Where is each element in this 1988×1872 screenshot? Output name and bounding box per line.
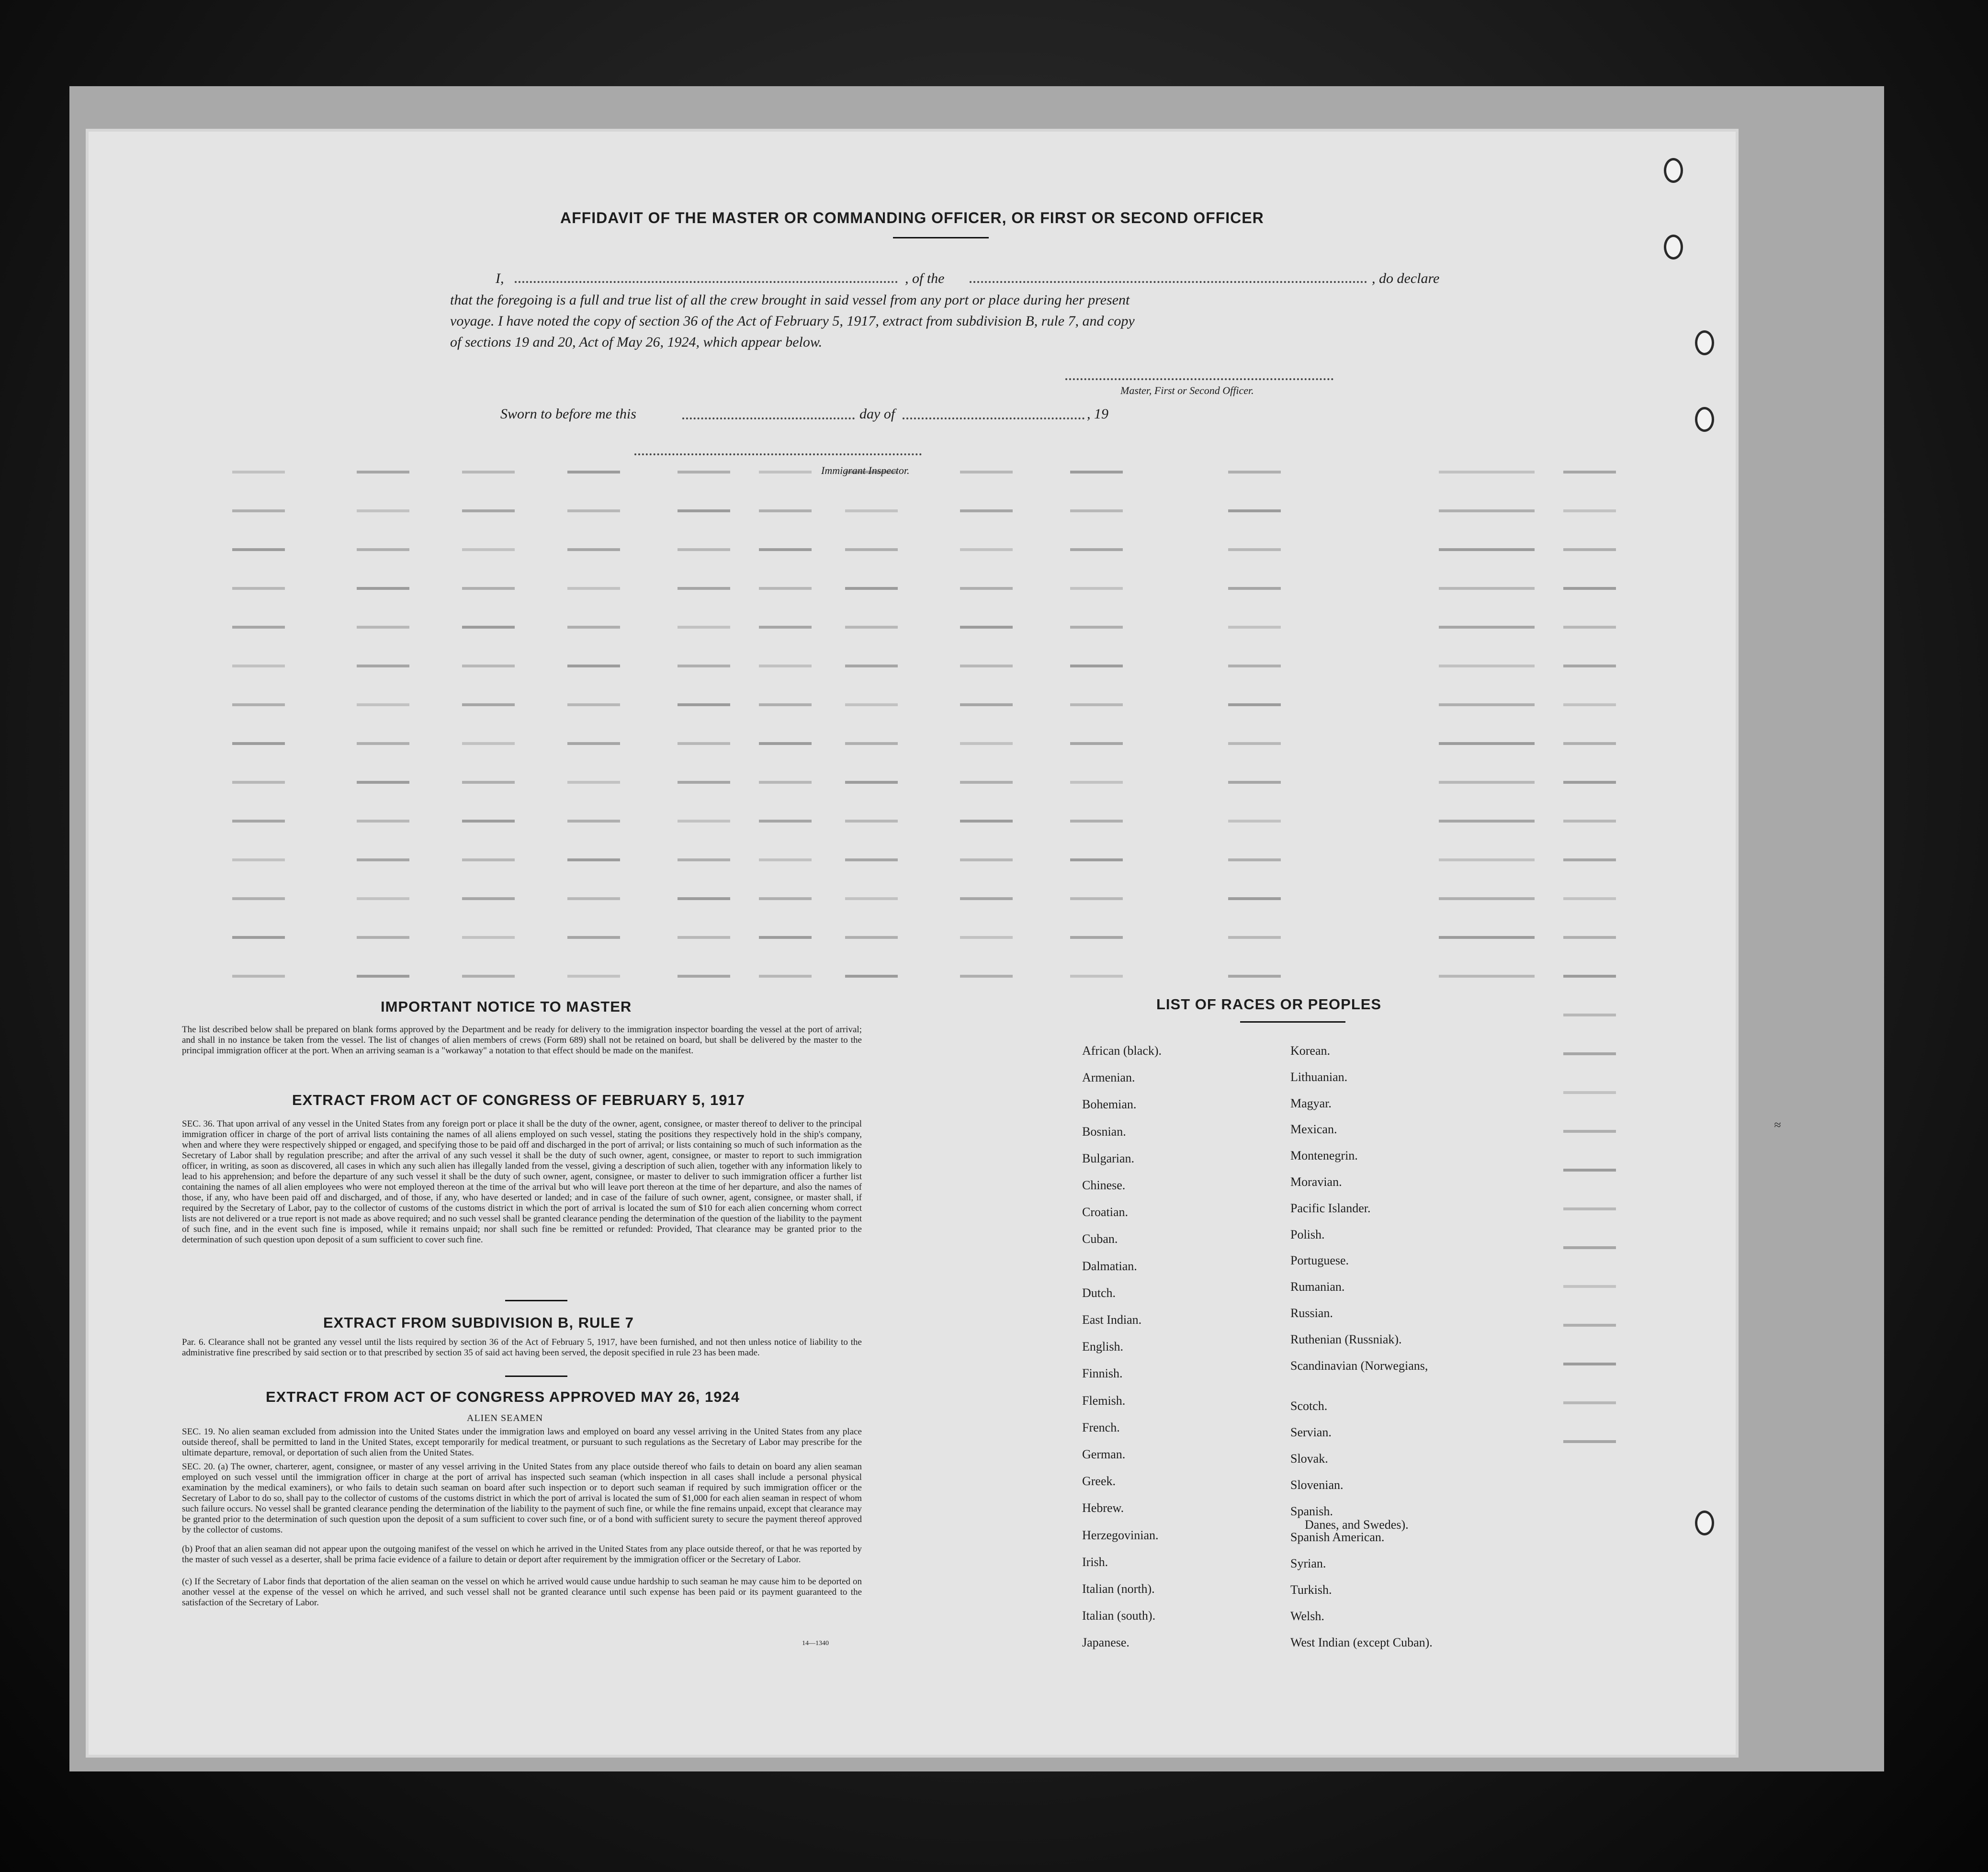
race-item: Herzegovinian. bbox=[1082, 1528, 1159, 1542]
bleed-through-mark bbox=[1563, 811, 1616, 823]
bleed-through-mark bbox=[357, 501, 409, 512]
race-item: Moravian. bbox=[1290, 1175, 1342, 1189]
bleed-through-mark bbox=[845, 772, 898, 784]
race-item: Scandinavian (Norwegians, bbox=[1290, 1358, 1428, 1373]
race-item: Montenegrin. bbox=[1290, 1149, 1358, 1163]
bleed-through-mark bbox=[357, 540, 409, 551]
race-item: Syrian. bbox=[1290, 1556, 1326, 1571]
race-item: Spanish. bbox=[1290, 1504, 1333, 1518]
bleed-through-mark bbox=[567, 578, 620, 590]
bleed-through-mark bbox=[759, 850, 812, 861]
bleed-through-mark bbox=[462, 656, 515, 667]
bleed-through-mark bbox=[1439, 889, 1535, 900]
bleed-through-mark bbox=[845, 889, 898, 900]
race-item: Ruthenian (Russniak). bbox=[1290, 1332, 1402, 1346]
bleed-through-mark bbox=[1070, 927, 1123, 939]
bleed-through-mark bbox=[357, 811, 409, 823]
bleed-through-mark bbox=[1563, 617, 1616, 629]
bleed-through-mark bbox=[567, 462, 620, 474]
bleed-through-mark bbox=[1439, 540, 1535, 551]
bleed-through-mark bbox=[232, 578, 285, 590]
race-item: English. bbox=[1082, 1340, 1123, 1354]
bleed-through-mark bbox=[1228, 850, 1281, 861]
divider bbox=[1240, 1021, 1345, 1023]
bleed-through-mark bbox=[1439, 617, 1535, 629]
race-item: Chinese. bbox=[1082, 1178, 1126, 1192]
race-item: Greek. bbox=[1082, 1474, 1116, 1489]
bleed-through-mark bbox=[1439, 811, 1535, 823]
bleed-through-mark bbox=[357, 889, 409, 900]
bleed-through-mark bbox=[232, 889, 285, 900]
affidavit-title: AFFIDAVIT OF THE MASTER OR COMMANDING OFFICER, OR FIRST OR SECOND OFFICER bbox=[560, 209, 1264, 226]
race-scandinavian-continued: Danes, and Swedes). bbox=[1305, 1518, 1409, 1532]
bleed-through-mark bbox=[357, 772, 409, 784]
bleed-through-mark bbox=[1070, 772, 1123, 784]
bleed-through-mark bbox=[462, 733, 515, 745]
affidavit-line2: that the foregoing is a full and true list of all the crew brought in said vessel from any port or place during her present bbox=[450, 292, 1130, 308]
bleed-through-mark bbox=[845, 811, 898, 823]
bleed-through-mark bbox=[357, 617, 409, 629]
bleed-through-mark bbox=[960, 772, 1013, 784]
bleed-through-mark bbox=[567, 656, 620, 667]
race-item: Polish. bbox=[1290, 1227, 1325, 1241]
race-item: Irish. bbox=[1082, 1555, 1108, 1569]
extract-1917-title: EXTRACT FROM ACT OF CONGRESS OF FEBRUARY 5, 1917 bbox=[292, 1092, 745, 1108]
race-item: Scotch. bbox=[1290, 1399, 1328, 1413]
bleed-through-mark bbox=[678, 889, 730, 900]
bleed-through-mark bbox=[232, 617, 285, 629]
race-item: Japanese. bbox=[1082, 1635, 1130, 1650]
bleed-through-mark bbox=[678, 578, 730, 590]
bleed-through-mark bbox=[845, 850, 898, 861]
bleed-through-mark bbox=[845, 733, 898, 745]
bleed-through-mark bbox=[759, 501, 812, 512]
bleed-through-mark bbox=[462, 927, 515, 939]
margin-scribble: ≈ bbox=[1774, 1118, 1781, 1132]
bleed-through-mark bbox=[567, 811, 620, 823]
bleed-through-mark bbox=[1070, 462, 1123, 474]
bleed-through-mark bbox=[678, 617, 730, 629]
bleed-through-mark bbox=[1563, 501, 1616, 512]
bleed-through-mark bbox=[960, 966, 1013, 978]
sworn-day-blank[interactable] bbox=[682, 417, 855, 419]
punch-hole bbox=[1695, 1511, 1714, 1535]
bleed-through-mark bbox=[1563, 578, 1616, 590]
bleed-through-mark bbox=[357, 578, 409, 590]
bleed-through-mark bbox=[759, 617, 812, 629]
bleed-through-mark bbox=[1563, 1121, 1616, 1133]
bleed-through-mark bbox=[567, 695, 620, 706]
bleed-through-mark bbox=[567, 927, 620, 939]
sworn-month-blank[interactable] bbox=[903, 417, 1084, 419]
bleed-through-mark bbox=[678, 462, 730, 474]
race-item: Bulgarian. bbox=[1082, 1151, 1135, 1165]
bleed-through-mark bbox=[462, 850, 515, 861]
race-item: Lithuanian. bbox=[1290, 1070, 1348, 1084]
bleed-through-mark bbox=[462, 501, 515, 512]
bleed-through-mark bbox=[1439, 462, 1535, 474]
affidavit-i: I, bbox=[496, 271, 504, 286]
bleed-through-mark bbox=[759, 578, 812, 590]
bleed-through-mark bbox=[1070, 656, 1123, 667]
bleed-through-mark bbox=[960, 462, 1013, 474]
bleed-through-mark bbox=[845, 695, 898, 706]
bleed-through-mark bbox=[357, 966, 409, 978]
bleed-through-mark bbox=[232, 733, 285, 745]
bleed-through-mark bbox=[1563, 1432, 1616, 1443]
race-item: Portuguese. bbox=[1290, 1253, 1349, 1268]
master-signature-line[interactable] bbox=[1065, 378, 1333, 380]
bleed-through-mark bbox=[567, 540, 620, 551]
race-item: Cuban. bbox=[1082, 1232, 1118, 1246]
bleed-through-mark bbox=[232, 695, 285, 706]
bleed-through-mark bbox=[1563, 850, 1616, 861]
divider bbox=[505, 1300, 567, 1301]
race-item: Servian. bbox=[1290, 1425, 1332, 1440]
sec20b-body: (b) Proof that an alien seaman did not appear upon the outgoing manifest of the vessel on which he arrived in the United States from any place outside thereof, or that he was reported by the master of such vessel as a deserter, shall be prima facie evidence of a failure to detain or deport after requirement by the immigration officer or the Secretary of Labor. bbox=[182, 1544, 862, 1565]
bleed-through-mark bbox=[1563, 733, 1616, 745]
bleed-through-mark bbox=[567, 733, 620, 745]
race-item: West Indian (except Cuban). bbox=[1290, 1635, 1433, 1649]
bleed-through-mark bbox=[1439, 501, 1535, 512]
bleed-through-mark bbox=[567, 772, 620, 784]
race-item: French. bbox=[1082, 1420, 1120, 1434]
bleed-through-mark bbox=[1439, 695, 1535, 706]
bleed-through-mark bbox=[462, 772, 515, 784]
bleed-through-mark bbox=[232, 772, 285, 784]
bleed-through-mark bbox=[678, 501, 730, 512]
bleed-through-mark bbox=[759, 462, 812, 474]
document-page bbox=[89, 132, 1781, 1755]
bleed-through-mark bbox=[759, 695, 812, 706]
bleed-through-mark bbox=[1563, 695, 1616, 706]
bleed-through-mark bbox=[845, 966, 898, 978]
sworn-year: , 19 bbox=[1087, 406, 1108, 422]
bleed-through-mark bbox=[357, 462, 409, 474]
bleed-through-mark bbox=[1228, 462, 1281, 474]
bleed-through-mark bbox=[678, 966, 730, 978]
master-caption: Master, First or Second Officer. bbox=[1120, 384, 1254, 396]
bleed-through-mark bbox=[357, 656, 409, 667]
race-item: Italian (north). bbox=[1082, 1582, 1155, 1596]
bleed-through-mark bbox=[232, 656, 285, 667]
extract-1924-title: EXTRACT FROM ACT OF CONGRESS APPROVED MAY 26, 1924 bbox=[266, 1388, 740, 1405]
race-item: East Indian. bbox=[1082, 1313, 1142, 1327]
race-item: Rumanian. bbox=[1290, 1280, 1345, 1294]
punch-hole bbox=[1695, 407, 1714, 432]
bleed-through-mark bbox=[759, 772, 812, 784]
bleed-through-mark bbox=[1070, 850, 1123, 861]
bleed-through-mark bbox=[1439, 772, 1535, 784]
bleed-through-mark bbox=[960, 850, 1013, 861]
sec20c-body: (c) If the Secretary of Labor finds that deportation of the alien seaman on the vessel on which he arrived would cause undue hardship to such seaman he may cause him to be deported on another vessel at the expense of the vessel on which he arrived, and such vessel shall not be granted clearance until such expense has been paid or its payment guaranteed to the satisfaction of the Secretary of Labor. bbox=[182, 1577, 862, 1608]
bleed-through-mark bbox=[232, 540, 285, 551]
race-item: Bohemian. bbox=[1082, 1097, 1137, 1112]
alien-seamen-subtitle: ALIEN SEAMEN bbox=[467, 1413, 543, 1423]
bleed-through-mark bbox=[462, 695, 515, 706]
bleed-through-mark bbox=[678, 540, 730, 551]
bleed-through-mark bbox=[1070, 811, 1123, 823]
bleed-through-mark bbox=[845, 501, 898, 512]
race-item: African (black). bbox=[1082, 1044, 1162, 1058]
form-number: 14—1340 bbox=[802, 1640, 829, 1647]
bleed-through-mark bbox=[1228, 695, 1281, 706]
bleed-through-mark bbox=[357, 850, 409, 861]
bleed-through-mark bbox=[1439, 850, 1535, 861]
bleed-through-mark bbox=[960, 617, 1013, 629]
sec20a-body: SEC. 20. (a) The owner, charterer, agent, consignee, or master of any vessel arriving in the United States from any place outside thereof who fails to detain on board any alien seaman employed on such vessel until the immigration officer in charge at the port of arrival has inspected such seaman (which inspection in all cases shall include a personal physical examination by the medical examiners), or who fails to detain such seaman on board after such inspection or to deport such seaman if required by such immigration officer or the Secretary of Labor to do so, shall pay to the collector of customs of the customs district in which the port of arrival is located the sum of $1,000 for each alien seaman in respect of whom such failure occurs. No vessel shall be granted clearance pending the determination of the liability to the payment of such fine, or while the fine remains unpaid, except that clearance may be granted prior to the determination of such question upon the deposit of a sum sufficient to cover such fine, or of a bond with sufficient surety to secure the payment thereof approved by the collector of customs. bbox=[182, 1462, 862, 1535]
bleed-through-mark bbox=[232, 850, 285, 861]
bleed-through-mark bbox=[678, 733, 730, 745]
bleed-through-mark bbox=[960, 695, 1013, 706]
race-item: Turkish. bbox=[1290, 1583, 1332, 1597]
bleed-through-mark bbox=[678, 811, 730, 823]
bleed-through-mark bbox=[1563, 772, 1616, 784]
bleed-through-mark bbox=[1228, 540, 1281, 551]
bleed-through-mark bbox=[960, 656, 1013, 667]
bleed-through-mark bbox=[845, 656, 898, 667]
bleed-through-mark bbox=[759, 656, 812, 667]
race-item: Russian. bbox=[1290, 1306, 1333, 1320]
bleed-through-mark bbox=[678, 695, 730, 706]
bleed-through-mark bbox=[678, 927, 730, 939]
bleed-through-mark bbox=[1228, 966, 1281, 978]
bleed-through-mark bbox=[357, 695, 409, 706]
bleed-through-mark bbox=[1563, 1083, 1616, 1094]
bleed-through-mark bbox=[1228, 733, 1281, 745]
bleed-through-mark bbox=[567, 889, 620, 900]
bleed-through-mark bbox=[567, 850, 620, 861]
bleed-through-mark bbox=[678, 656, 730, 667]
bleed-through-mark bbox=[357, 927, 409, 939]
bleed-through-mark bbox=[1439, 733, 1535, 745]
bleed-through-mark bbox=[759, 733, 812, 745]
bleed-through-mark bbox=[1439, 966, 1535, 978]
bleed-through-mark bbox=[1563, 927, 1616, 939]
affidavit-line3: voyage. I have noted the copy of section 36 of the Act of February 5, 1917, extract from subdivision B, rule 7, and copy bbox=[450, 313, 1135, 329]
race-item: Welsh. bbox=[1290, 1609, 1324, 1623]
bleed-through-mark bbox=[1228, 501, 1281, 512]
bleed-through-mark bbox=[1563, 1393, 1616, 1404]
race-item: Italian (south). bbox=[1082, 1609, 1156, 1623]
bleed-through-mark bbox=[1563, 966, 1616, 978]
bleed-through-mark bbox=[1228, 772, 1281, 784]
race-item: Finnish. bbox=[1082, 1366, 1123, 1381]
bleed-through-mark bbox=[232, 501, 285, 512]
divider bbox=[893, 237, 989, 238]
inspector-signature-line[interactable] bbox=[634, 453, 922, 455]
bleed-through-mark bbox=[960, 889, 1013, 900]
race-item: Bosnian. bbox=[1082, 1124, 1126, 1139]
bleed-through-mark bbox=[960, 578, 1013, 590]
sworn-day-of: day of bbox=[859, 406, 895, 422]
bleed-through-mark bbox=[1563, 1160, 1616, 1172]
bleed-through-mark bbox=[1070, 966, 1123, 978]
bleed-through-mark bbox=[1563, 1044, 1616, 1055]
bleed-through-mark bbox=[845, 617, 898, 629]
bleed-through-mark bbox=[845, 578, 898, 590]
bleed-through-mark bbox=[759, 966, 812, 978]
affidavit-of-the: , of the bbox=[905, 271, 945, 286]
bleed-through-mark bbox=[759, 927, 812, 939]
bleed-through-mark bbox=[232, 966, 285, 978]
bleed-through-mark bbox=[462, 811, 515, 823]
bleed-through-mark bbox=[759, 889, 812, 900]
rule7-body: Par. 6. Clearance shall not be granted any vessel until the lists required by section 36 of the Act of February 5, 1917, have been furnished, and not then unless notice of liability to the administrative fine prescribed by said section or to that prescribed by section 35 of said act having been served, the deposit specified in rule 23 has been made. bbox=[182, 1337, 862, 1358]
bleed-through-mark bbox=[678, 772, 730, 784]
bleed-through-mark bbox=[567, 966, 620, 978]
sworn-text: Sworn to before me this bbox=[500, 406, 636, 422]
bleed-through-mark bbox=[1070, 578, 1123, 590]
extract-1917-body: SEC. 36. That upon arrival of any vessel in the United States from any foreign port or place it shall be the duty of the owner, agent, consignee, or master thereof to deliver to the principal immigration officer in charge of the port of arrival lists containing the names of all aliens employed on such vessel, stating the positions they respectively hold in the ship's company, when and where they were respectively shipped or engaged, and specifying those to be paid off and discharged in the port of arrival; or lists containing so much of such information as the Secretary of Labor shall by regulation prescribe; and after the arrival of any such vessel it shall be the duty of such owner, agent, consignee, or master to report to such immigration officer, in writing, as soon as discovered, all cases in which any such alien has illegally landed from the vessel, giving a description of such alien, together with any information likely to lead to his apprehension; and before the departure of any such vessel it shall be the duty of such owner, agent, consignee, or master to deliver to such immigration officer a further list containing the names of all alien employees who were not employed thereon at the time of the arrival but who will leave port thereon at the time of her departure, and also the names of those, if any, who have been paid off and discharged, and of those, if any, who have deserted or landed; and in case of the failure of such owner, agent, consignee, or master shall, if required by the Secretary of Labor, pay to the collector of customs of the customs district in which the port of arrival is located the sum of $10 for each alien concerning whom correct lists are not delivered or a true report is not made as above required; and no such vessel shall be granted clearance pending the determination of the question of the liability to the payment of such fine, and in the event such fine is imposed, while it remains unpaid; nor shall such fine be remitted or refunded: Provided, That clearance may be granted prior to the determination of such question upon deposit of a sum sufficient to cover such fine. bbox=[182, 1119, 862, 1245]
bleed-through-mark bbox=[1070, 733, 1123, 745]
bleed-through-mark bbox=[1563, 1005, 1616, 1016]
vessel-blank[interactable] bbox=[970, 281, 1367, 283]
bleed-through-mark bbox=[232, 927, 285, 939]
race-item: Dutch. bbox=[1082, 1286, 1116, 1300]
bleed-through-mark bbox=[1563, 889, 1616, 900]
bleed-through-mark bbox=[960, 811, 1013, 823]
bleed-through-mark bbox=[462, 617, 515, 629]
bleed-through-mark bbox=[232, 811, 285, 823]
bleed-through-mark bbox=[232, 462, 285, 474]
notice-body: The list described below shall be prepared on blank forms approved by the Department and be ready for delivery to the immigration inspector boarding the vessel at the port of arrival; and shall in no instance be taken from the vessel. The list of changes of alien members of crews (Form 689) shall not be retained on board, but shall be delivered by the master to the principal immigration officer at the port. When an arriving seaman is a "workaway" a notation to that effect should be made on the manifest. bbox=[182, 1025, 862, 1056]
bleed-through-mark bbox=[462, 578, 515, 590]
affidavit-declare: , do declare bbox=[1372, 271, 1440, 286]
bleed-through-mark bbox=[960, 501, 1013, 512]
bleed-through-mark bbox=[1228, 927, 1281, 939]
bleed-through-mark bbox=[960, 927, 1013, 939]
inspector-caption: Immigrant Inspector. bbox=[821, 464, 910, 476]
bleed-through-mark bbox=[759, 540, 812, 551]
race-item: Spanish American. bbox=[1290, 1530, 1385, 1545]
race-item: Korean. bbox=[1290, 1044, 1331, 1058]
bleed-through-mark bbox=[1563, 1276, 1616, 1288]
bleed-through-mark bbox=[759, 811, 812, 823]
race-item: Hebrew. bbox=[1082, 1501, 1124, 1515]
name-blank[interactable] bbox=[515, 281, 898, 283]
bleed-through-mark bbox=[1070, 889, 1123, 900]
bleed-through-mark bbox=[1563, 1315, 1616, 1327]
bleed-through-mark bbox=[1228, 811, 1281, 823]
bleed-through-mark bbox=[1070, 501, 1123, 512]
race-item: Mexican. bbox=[1290, 1122, 1337, 1137]
bleed-through-mark bbox=[1228, 656, 1281, 667]
bleed-through-mark bbox=[1563, 1354, 1616, 1365]
bleed-through-mark bbox=[1228, 617, 1281, 629]
bleed-through-mark bbox=[1563, 462, 1616, 474]
bleed-through-mark bbox=[1439, 656, 1535, 667]
bleed-through-mark bbox=[567, 617, 620, 629]
race-item: Armenian. bbox=[1082, 1071, 1135, 1085]
bleed-through-mark bbox=[567, 501, 620, 512]
bleed-through-mark bbox=[1228, 889, 1281, 900]
bleed-through-mark bbox=[1563, 1199, 1616, 1210]
race-item: Flemish. bbox=[1082, 1393, 1126, 1408]
punch-hole bbox=[1664, 158, 1683, 183]
bleed-through-mark bbox=[1563, 656, 1616, 667]
notice-title: IMPORTANT NOTICE TO MASTER bbox=[381, 998, 632, 1015]
sec19-body: SEC. 19. No alien seaman excluded from admission into the United States under the immigration laws and employed on board any vessel arriving in the United States from any place outside thereof, shall be permitted to land in the United States, except temporarily for medical treatment, or pursuant to such regulations as the Secretary of Labor may prescribe for the ultimate departure, removal, or deportation of such alien from the United States. bbox=[182, 1427, 862, 1458]
race-item: Magyar. bbox=[1290, 1096, 1332, 1110]
bleed-through-mark bbox=[845, 540, 898, 551]
bleed-through-mark bbox=[1070, 617, 1123, 629]
bleed-through-mark bbox=[462, 540, 515, 551]
bleed-through-mark bbox=[1228, 578, 1281, 590]
bleed-through-mark bbox=[960, 733, 1013, 745]
bleed-through-mark bbox=[1439, 578, 1535, 590]
bleed-through-mark bbox=[678, 850, 730, 861]
race-item: Pacific Islander. bbox=[1290, 1201, 1371, 1215]
race-item: Slovenian. bbox=[1290, 1477, 1344, 1492]
divider bbox=[505, 1376, 567, 1377]
races-title: LIST OF RACES OR PEOPLES bbox=[1156, 996, 1382, 1013]
bleed-through-mark bbox=[1563, 1238, 1616, 1249]
bleed-through-mark bbox=[462, 462, 515, 474]
bleed-through-mark bbox=[845, 927, 898, 939]
race-item: Croatian. bbox=[1082, 1205, 1129, 1219]
race-item: Slovak. bbox=[1290, 1452, 1328, 1466]
bleed-through-mark bbox=[1563, 540, 1616, 551]
bleed-through-mark bbox=[462, 889, 515, 900]
bleed-through-mark bbox=[1070, 540, 1123, 551]
race-item: German. bbox=[1082, 1447, 1126, 1461]
bleed-through-mark bbox=[1439, 927, 1535, 939]
bleed-through-mark bbox=[462, 966, 515, 978]
punch-hole bbox=[1695, 330, 1714, 355]
rule7-title: EXTRACT FROM SUBDIVISION B, RULE 7 bbox=[323, 1314, 634, 1331]
bleed-through-mark bbox=[1070, 695, 1123, 706]
affidavit-line4: of sections 19 and 20, Act of May 26, 1924, which appear below. bbox=[450, 334, 823, 350]
bleed-through-mark bbox=[960, 540, 1013, 551]
race-item: Dalmatian. bbox=[1082, 1259, 1137, 1273]
bleed-through-mark bbox=[357, 733, 409, 745]
punch-hole bbox=[1664, 235, 1683, 259]
